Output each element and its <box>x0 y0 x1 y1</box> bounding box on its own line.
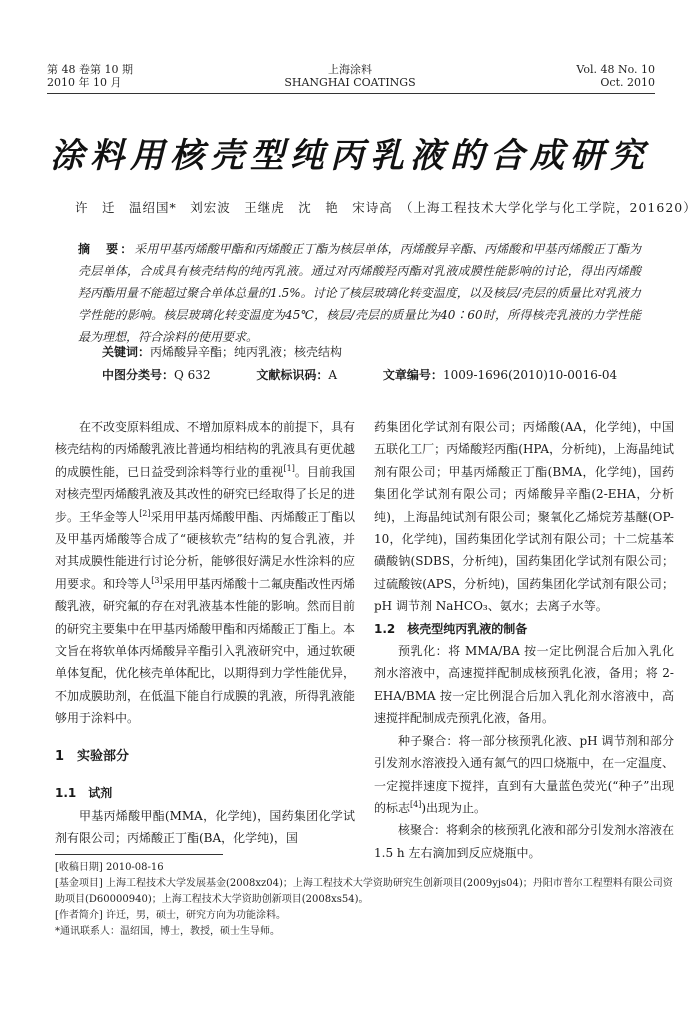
fund-info: [基金项目] 上海工程技术大学发展基金(2008xz04)；上海工程技术大学资助研究生创新项目(2009yjs04)；丹阳市普尔工程塑料有限公司资助项目(D60000940)；上海工程技术大学资助创新项目(2008xs54)。 <box>55 878 673 905</box>
article-value: 1009-1696(2010)10-0016-04 <box>442 368 618 382</box>
journal-volume-en <box>576 63 655 89</box>
left-column <box>55 416 355 849</box>
footnotes <box>55 860 675 940</box>
core-polymerization-paragraph: 核聚合：将剩余的核预乳化液和部分引发剂水溶液在 1.5 h 左右滴加到反应烧瓶中。 <box>374 823 675 860</box>
doc-label: 文献标识码： <box>256 368 329 382</box>
journal-volume-info <box>47 63 133 89</box>
intro-text-3: 采用甲基丙烯酸甲酯、丙烯酸正丁酯以及甲基丙烯酸等合成了“硬核软壳”结构的复合乳液，并对其成膜性能进行讨论分析，能够很好满足水性涂料的应用要求。和玲等人 <box>55 509 356 591</box>
section-heading-experiment: 1 实验部分 <box>55 748 130 764</box>
classification-row <box>102 366 642 383</box>
author-bio: [作者简介] 许迁，男，硕士，研究方向为功能涂料。 <box>55 910 286 921</box>
clc-number <box>102 368 211 382</box>
citation-ref: [1] <box>283 463 295 473</box>
journal-name-cn: 上海涂料 <box>328 63 372 76</box>
article-number <box>383 368 617 382</box>
clc-label: 中图分类号： <box>102 368 175 382</box>
article-label: 文章编号： <box>382 368 443 382</box>
citation-ref: [2] <box>139 508 151 518</box>
article-title: 涂料用核壳型纯丙乳液的合成研究 <box>50 136 650 176</box>
right-column <box>374 416 674 864</box>
reagents-continued: 药集团化学试剂有限公司；丙烯酸(AA，化学纯)，中国五联化工厂；丙烯酸羟丙酯(HPA，分析纯)，上海晶纯试剂有限公司；甲基丙烯酸正丁酯(BMA，化学纯)，国药集团化学试剂有限公司；丙烯酸异辛酯(2-EHA，分析纯)，上海晶纯试剂有限公司；聚氧化乙烯烷芳基醚(OP-10，化学纯)，国药集团化学试剂有限公司；十二烷基苯磺酸钠(SDBS，分析纯)，国药集团化学试剂有限公司；过硫酸铵(APS，分析纯)，国药集团化学试剂有限公司；pH 调节剂 NaHCO₃、氨水；去离子水等。 <box>374 420 674 614</box>
journal-name <box>250 63 450 89</box>
intro-paragraph <box>55 416 355 730</box>
subsection-heading-preparation: 1.2 核壳型纯丙乳液的制备 <box>374 621 528 636</box>
keywords <box>102 343 342 360</box>
citation-ref: [4] <box>410 799 422 809</box>
volume-issue-en: Vol. 48 No. 10 <box>576 63 655 76</box>
volume-issue: 第 48 卷第 10 期 <box>47 63 133 76</box>
seed-polymerization-paragraph <box>374 730 674 820</box>
subsection-heading-reagents: 1.1 试剂 <box>55 786 113 801</box>
intro-text-1: 在不改变原料组成、不增加原料成本的前提下，具有核壳结构的丙烯酸乳液比普通均相结构的乳液具有更优越的成膜性能，已日益受到涂料等行业的重视 <box>55 420 356 479</box>
keywords-text: 丙烯酸异辛酯；纯丙乳液；核壳结构 <box>150 345 343 359</box>
intro-text-4: 采用甲基丙烯酸十二氟庚酯改性丙烯酸乳液，研究氟的存在对乳液基本性能的影响。然而目前的研究主要集中在甲基丙烯酸甲酯和丙烯酸正丁酯上。本文旨在将软单体丙烯酸异辛酯引入乳液研究中，通过软硬单体复配，优化核壳单体配比，以期得到力学性能优异，不加成膜助剂，在低温下能自行成膜的乳液，所得乳液能够用于涂料中。 <box>55 576 356 726</box>
citation-ref: [3] <box>151 575 163 585</box>
reagents-paragraph: 甲基丙烯酸甲酯(MMA，化学纯)，国药集团化学试剂有限公司；丙烯酸正丁酯(BA，化学纯)，国 <box>55 808 355 845</box>
issue-date: 2010 年 10 月 <box>47 76 122 89</box>
abstract <box>78 238 641 348</box>
document-code <box>256 368 337 382</box>
doc-value: A <box>328 368 338 382</box>
seed-text-1: 种子聚合：将一部分核预乳化液、pH 调节剂和部分引发剂水溶液投入通有氮气的四口烧瓶中，在一定温度、一定搅拌速度下搅拌，直到有大量蓝色荧光(“种子”出现的标志 <box>374 733 675 815</box>
received-date: [收稿日期] 2010-08-16 <box>55 862 164 873</box>
keywords-label: 关键词： <box>102 345 151 359</box>
corresponding-author: *通讯联系人：温绍国，博士，教授，硕士生导师。 <box>55 926 280 937</box>
pre-emulsion-paragraph: 预乳化：将 MMA/BA 按一定比例混合后加入乳化剂水溶液中，高速搅拌配制成核预乳化液，备用；将 2-EHA/BMA 按一定比例混合后加入乳化剂水溶液中，高速搅拌配制成壳预乳化液，备用。 <box>374 644 674 726</box>
author-line: 许 迁 温绍国* 刘宏波 王继虎 沈 艳 宋诗高 （上海工程技术大学化学与化工学院，201620） <box>75 200 697 215</box>
seed-text-2: )出现为止。 <box>421 800 487 815</box>
intro-text-2: 。目前我国对核壳型丙烯酸乳液及其改性的研究已经取得了长足的进步。王华金等人 <box>55 464 356 524</box>
header-divider <box>47 93 655 94</box>
journal-name-en: SHANGHAI COATINGS <box>284 76 416 89</box>
abstract-text: 采用甲基丙烯酸甲酯和丙烯酸正丁酯为核层单体，丙烯酸异辛酯、丙烯酸和甲基丙烯酸正丁酯为壳层单体，合成具有核壳结构的纯丙乳液。通过对丙烯酸羟丙酯对乳液成膜性能影响的讨论，得出丙烯酸羟丙酯用量不能超过聚合单体总量的1.5%。讨论了核层玻璃化转变温度，以及核层/壳层的质量比对乳液力学性能的影响。核层玻璃化转变温度为45℃，核层/壳层的质量比为40∶60时，所得核壳乳液的力学性能最为理想，符合涂料的使用要求。 <box>78 242 641 344</box>
footnote-divider <box>55 854 223 855</box>
abstract-label: 摘 要： <box>78 242 135 256</box>
issue-date-en: Oct. 2010 <box>600 76 655 89</box>
clc-value: Q 632 <box>174 368 211 382</box>
